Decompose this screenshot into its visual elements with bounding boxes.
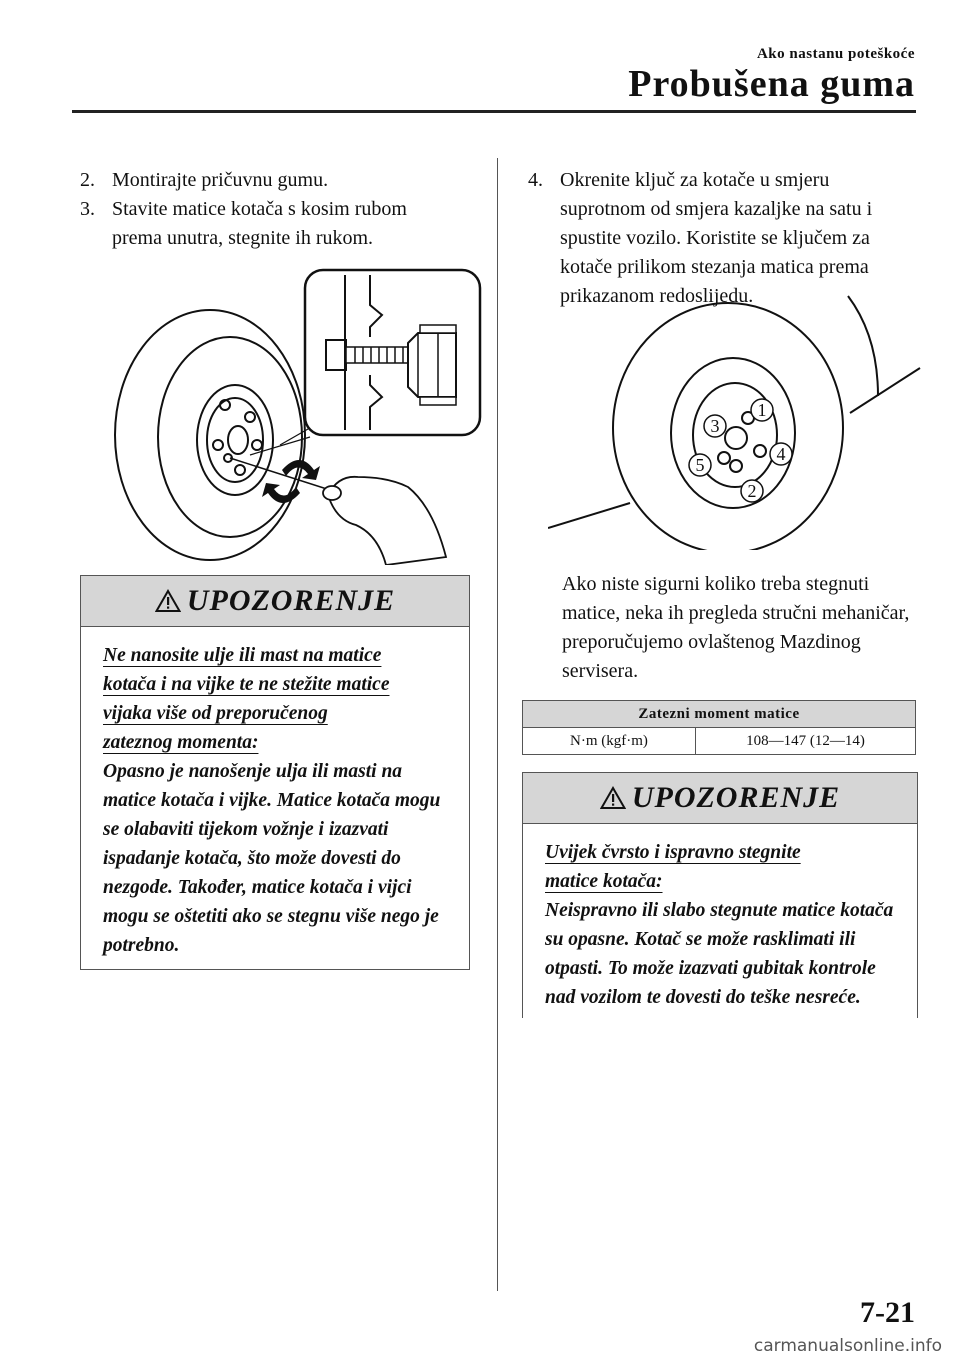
warning-heading-right	[523, 773, 917, 824]
warning-lead-line-1: Uvijek čvrsto i ispravno stegnite	[545, 842, 801, 863]
step-3-number: 3.	[80, 198, 95, 220]
warning-triangle-icon	[600, 786, 626, 810]
warning-heading-left	[81, 576, 469, 627]
warning-text-left: Opasno je nanošenje ulja ili masti na matice kotača i vijke. Matice kotača mogu se olabaviti tijekom vožnje i izazvati ispadanje kotača, što može dovesti do nezgode. Također, matice kotača i vijci mogu se oštetiti ako se stegnu više nego je potrebno.	[103, 761, 441, 956]
spare-tire-illustration	[100, 265, 490, 565]
torque-value-cell: 108—147 (12—14)	[695, 728, 915, 755]
step-4-text: Okrenite ključ za kotače u smjeru suprotnom od smjera kazaljke na satu i spustite vozilo. Koristite se ključem za kotače prilikom stezanja matica prema prikazanom redoslijedu.	[560, 169, 873, 307]
step-3	[80, 195, 460, 253]
sequence-label-3: 3	[710, 416, 720, 436]
warning-triangle-icon	[155, 589, 181, 613]
warning-lead-line-1: Ne nanosite ulje ili mast na matice	[103, 645, 382, 666]
torque-table-header: Zatezni moment matice	[523, 701, 916, 728]
warning-lead-line-4: zateznog momenta:	[103, 732, 259, 753]
step-4-number: 4.	[528, 169, 543, 191]
warning-body-right	[523, 824, 917, 1030]
torque-table	[522, 700, 916, 755]
torque-unit-cell: N·m (kgf·m)	[523, 728, 696, 755]
warning-heading-text-left: UPOZORENJE	[186, 584, 396, 617]
sequence-label-5: 5	[695, 455, 705, 475]
step-2-text: Montirajte pričuvnu gumu.	[112, 169, 329, 191]
page-number: 7-21	[860, 1296, 915, 1329]
sequence-label-1: 1	[757, 400, 767, 420]
warning-box-right	[522, 772, 918, 1018]
step-3-text: Stavite matice kotača s kosim rubom prema unutra, stegnite ih rukom.	[112, 198, 407, 249]
torque-note: Ako niste sigurni koliko treba stegnuti matice, neka ih pregleda stručni mehaničar, preporučujemo ovlaštenog Mazdinog servisera.	[562, 573, 910, 682]
section-kicker: Ako nastanu poteškoće	[756, 46, 915, 62]
warning-lead-line-2: kotača i na vijke te ne stežite matice	[103, 674, 390, 695]
header-rule	[72, 110, 916, 113]
step-2-number: 2.	[80, 169, 95, 191]
watermark: carmanualsonline.info	[753, 1336, 942, 1356]
page-title: Probušena guma	[628, 63, 915, 105]
warning-lead-line-2: matice kotača:	[545, 871, 663, 892]
warning-heading-text-right: UPOZORENJE	[631, 781, 841, 814]
warning-box-left	[80, 575, 470, 970]
lug-nut-sequence-illustration	[548, 288, 928, 550]
step-2	[80, 166, 460, 195]
warning-text-right: Neispravno ili slabo stegnute matice kotača su opasne. Kotač se može rasklimati ili otpasti. To može izazvati gubitak kontrole nad vozilom te dovesti do teške nesreće.	[545, 900, 894, 1008]
sequence-label-4: 4	[776, 444, 786, 464]
column-divider	[497, 158, 498, 1291]
warning-lead-line-3: vijaka više od preporučenog	[103, 703, 328, 724]
warning-body-left	[81, 627, 469, 978]
sequence-label-2: 2	[747, 481, 757, 501]
